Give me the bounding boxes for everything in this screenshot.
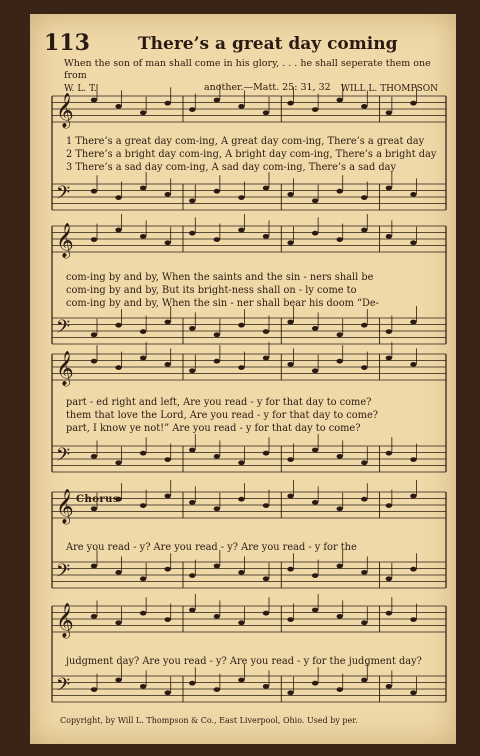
- note-head: [115, 195, 121, 200]
- note-head: [140, 451, 146, 456]
- note-head: [214, 687, 220, 692]
- note-head: [189, 231, 195, 236]
- note-head: [189, 107, 195, 112]
- note-head: [189, 608, 195, 613]
- epigraph-line-1: When the son of man shall come in his glory, . . . he shall seperate them one from: [64, 58, 431, 81]
- note-head: [287, 320, 293, 325]
- note-head: [189, 500, 195, 505]
- note-head: [386, 110, 392, 115]
- note-head: [140, 234, 146, 239]
- note-head: [214, 359, 220, 364]
- note-head: [238, 104, 244, 109]
- note-head: [214, 564, 220, 569]
- note-head: [361, 678, 367, 683]
- note-head: [189, 198, 195, 203]
- note-head: [337, 359, 343, 364]
- note-head: [115, 620, 121, 625]
- staff: [52, 562, 446, 588]
- staff: [52, 606, 446, 632]
- staff: [52, 226, 446, 252]
- note-head: [238, 228, 244, 233]
- staff: [52, 96, 446, 122]
- note-head: [238, 497, 244, 502]
- note-head: [263, 611, 269, 616]
- note-head: [410, 240, 416, 245]
- note-head: [165, 457, 171, 462]
- note-head: [189, 448, 195, 453]
- note-head: [287, 101, 293, 106]
- note-head: [312, 608, 318, 613]
- staff: [52, 446, 446, 472]
- note-head: [410, 617, 416, 622]
- chorus-label: Chorus: [76, 494, 120, 505]
- note-head: [337, 506, 343, 511]
- note-head: [115, 323, 121, 328]
- note-head: [91, 506, 97, 511]
- note-head: [410, 101, 416, 106]
- chorus-lyrics-1: Are you read - y? Are you read - y? Are you read - y for the: [66, 542, 357, 553]
- note-head: [189, 681, 195, 686]
- note-head: [337, 98, 343, 103]
- verse-3-system-2: com-ing by and by, When the sin - ner shall bear his doom “De-: [66, 298, 379, 309]
- note-head: [214, 332, 220, 337]
- verse-2-system-3: them that love the Lord, Are you read - y for that day to come?: [66, 410, 379, 421]
- verse-2-system-2: com-ing by and by, But its bright-ness shall on - ly come to: [66, 285, 357, 296]
- note-head: [140, 110, 146, 115]
- note-head: [312, 231, 318, 236]
- note-head: [91, 454, 97, 459]
- note-head: [165, 617, 171, 622]
- note-head: [287, 240, 293, 245]
- note-head: [165, 101, 171, 106]
- hymn-number: 113: [44, 30, 90, 56]
- note-head: [238, 323, 244, 328]
- note-head: [337, 564, 343, 569]
- note-head: [410, 457, 416, 462]
- note-head: [165, 567, 171, 572]
- note-head: [238, 620, 244, 625]
- note-head: [386, 576, 392, 581]
- note-head: [91, 189, 97, 194]
- treble-clef-icon: 𝄞: [56, 351, 74, 386]
- note-head: [386, 234, 392, 239]
- note-head: [361, 620, 367, 625]
- note-head: [386, 329, 392, 334]
- note-head: [115, 460, 121, 465]
- note-head: [238, 460, 244, 465]
- note-head: [287, 690, 293, 695]
- note-head: [189, 326, 195, 331]
- verse-2-system-1: 2 There’s a bright day com-ing, A bright day com-ing, There’s a bright day: [66, 149, 437, 160]
- note-head: [263, 503, 269, 508]
- verse-3-system-1: 3 There’s a sad day com-ing, A sad day com-ing, There’s a sad day: [66, 162, 396, 173]
- note-head: [263, 234, 269, 239]
- treble-clef-icon: 𝄞: [56, 603, 74, 638]
- note-head: [386, 611, 392, 616]
- note-head: [386, 186, 392, 191]
- note-head: [214, 189, 220, 194]
- note-head: [91, 564, 97, 569]
- music-notation: [30, 14, 456, 744]
- note-head: [115, 365, 121, 370]
- verse-1-system-1: 1 There’s a great day com-ing, A great day com-ing, There’s a great day: [66, 136, 425, 147]
- note-head: [410, 362, 416, 367]
- note-head: [238, 195, 244, 200]
- words-credit: W. L. T.: [64, 84, 97, 94]
- note-head: [263, 576, 269, 581]
- verse-1-system-2: com-ing by and by, When the saints and the sin - ners shall be: [66, 272, 374, 283]
- note-head: [238, 678, 244, 683]
- note-head: [214, 237, 220, 242]
- note-head: [287, 362, 293, 367]
- note-head: [287, 494, 293, 499]
- note-head: [140, 503, 146, 508]
- bass-clef-icon: 𝄢: [56, 317, 71, 342]
- note-head: [361, 460, 367, 465]
- epigraph-line-2: another.—Matt. 25: 31, 32: [204, 82, 331, 93]
- verse-1-system-3: part - ed right and left, Are you read - y for that day to come?: [66, 397, 372, 408]
- note-head: [140, 329, 146, 334]
- note-head: [238, 365, 244, 370]
- staff: [52, 676, 446, 702]
- note-head: [140, 611, 146, 616]
- note-head: [287, 457, 293, 462]
- note-head: [361, 497, 367, 502]
- note-head: [410, 192, 416, 197]
- note-head: [287, 567, 293, 572]
- note-head: [140, 186, 146, 191]
- note-head: [312, 368, 318, 373]
- note-head: [115, 570, 121, 575]
- hymn-page: [30, 14, 456, 744]
- verse-3-system-3: part, I know ye not!” Are you read - y for that day to come?: [66, 423, 361, 434]
- note-head: [263, 356, 269, 361]
- note-head: [386, 356, 392, 361]
- note-head: [91, 98, 97, 103]
- note-head: [337, 687, 343, 692]
- note-head: [214, 506, 220, 511]
- note-head: [140, 356, 146, 361]
- note-head: [361, 323, 367, 328]
- note-head: [410, 494, 416, 499]
- note-head: [91, 359, 97, 364]
- bass-clef-icon: 𝄢: [56, 561, 71, 586]
- note-head: [337, 237, 343, 242]
- treble-clef-icon: 𝄞: [56, 93, 74, 128]
- note-head: [312, 326, 318, 331]
- note-head: [263, 451, 269, 456]
- note-head: [263, 329, 269, 334]
- note-head: [165, 320, 171, 325]
- note-head: [165, 690, 171, 695]
- note-head: [361, 570, 367, 575]
- note-head: [337, 332, 343, 337]
- copyright-notice: Copyright, by Will L. Thompson & Co., East Liverpool, Ohio. Used by per.: [60, 716, 358, 725]
- note-head: [337, 189, 343, 194]
- note-head: [263, 684, 269, 689]
- note-head: [214, 614, 220, 619]
- treble-clef-icon: 𝄞: [56, 223, 74, 258]
- note-head: [312, 573, 318, 578]
- note-head: [165, 494, 171, 499]
- bass-clef-icon: 𝄢: [56, 675, 71, 700]
- note-head: [361, 365, 367, 370]
- note-head: [165, 362, 171, 367]
- note-head: [312, 681, 318, 686]
- note-head: [386, 503, 392, 508]
- note-head: [337, 454, 343, 459]
- note-head: [263, 186, 269, 191]
- treble-clef-icon: 𝄞: [56, 489, 74, 524]
- note-head: [165, 192, 171, 197]
- note-head: [386, 684, 392, 689]
- note-head: [312, 198, 318, 203]
- chorus-lyrics-2: judgment day? Are you read - y? Are you read - y for the judgment day?: [66, 656, 422, 667]
- hymn-title: There’s a great day coming: [138, 34, 398, 54]
- note-head: [410, 320, 416, 325]
- note-head: [115, 678, 121, 683]
- note-head: [238, 570, 244, 575]
- note-head: [91, 237, 97, 242]
- composer-credit: WILL L. THOMPSON: [340, 84, 438, 94]
- note-head: [140, 684, 146, 689]
- note-head: [140, 576, 146, 581]
- note-head: [115, 228, 121, 233]
- note-head: [361, 228, 367, 233]
- note-head: [312, 448, 318, 453]
- note-head: [410, 567, 416, 572]
- note-head: [91, 332, 97, 337]
- bass-clef-icon: 𝄢: [56, 445, 71, 470]
- note-head: [214, 454, 220, 459]
- note-head: [189, 368, 195, 373]
- note-head: [91, 687, 97, 692]
- note-head: [287, 617, 293, 622]
- note-head: [115, 104, 121, 109]
- note-head: [312, 500, 318, 505]
- note-head: [214, 98, 220, 103]
- note-head: [410, 690, 416, 695]
- note-head: [361, 195, 367, 200]
- note-head: [189, 573, 195, 578]
- note-head: [386, 451, 392, 456]
- note-head: [287, 192, 293, 197]
- note-head: [91, 614, 97, 619]
- note-head: [165, 240, 171, 245]
- note-head: [312, 107, 318, 112]
- note-head: [263, 110, 269, 115]
- note-head: [337, 614, 343, 619]
- bass-clef-icon: 𝄢: [56, 183, 71, 208]
- note-head: [361, 104, 367, 109]
